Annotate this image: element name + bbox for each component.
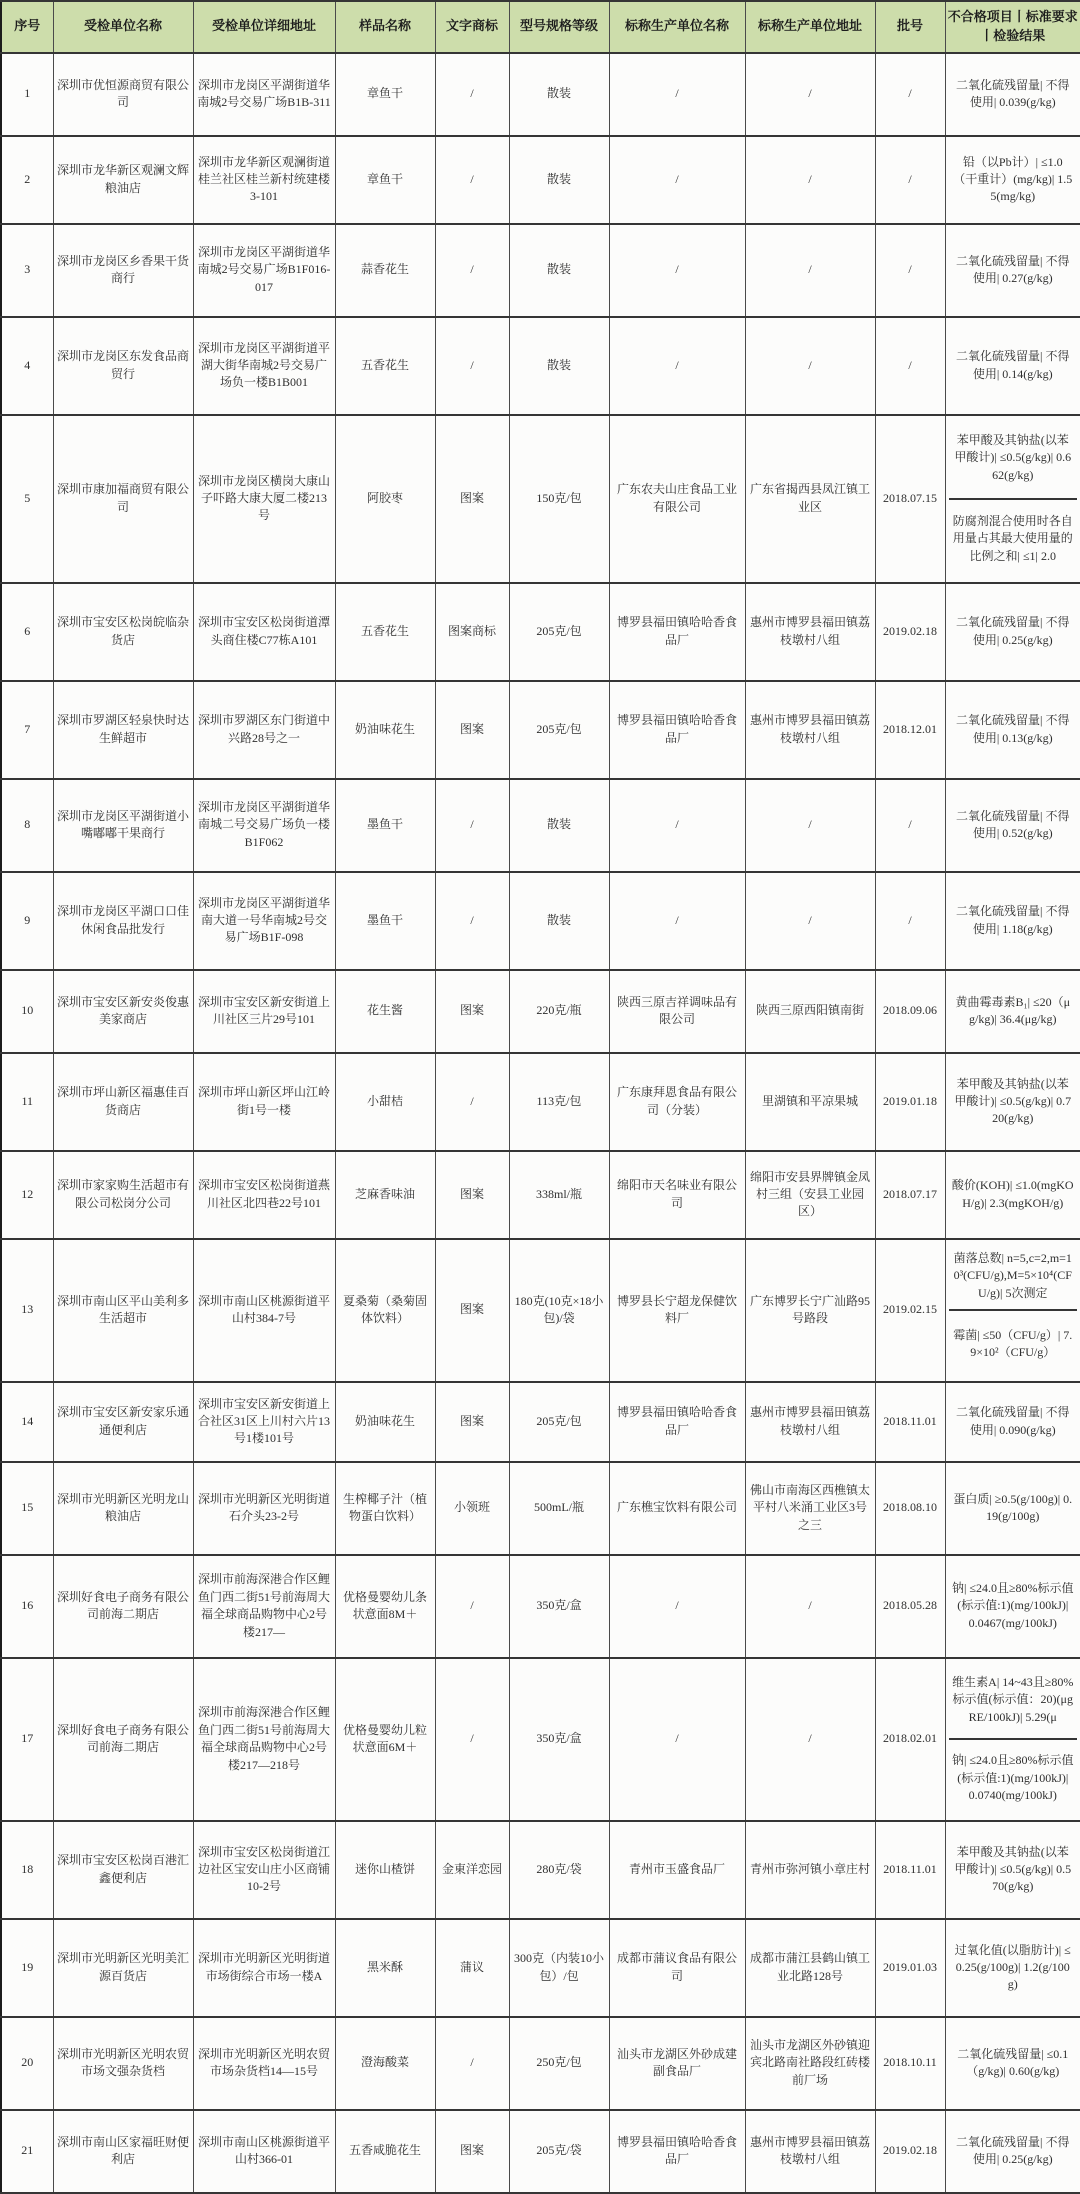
producer-name-cell: / [609,317,745,415]
unit-name-cell: 深圳市龙岗区乡香果干货商行 [53,224,193,317]
producer-address-cell: 汕头市龙湖区外砂镇迎宾北路南社路段红砖楼前厂场 [745,2017,875,2110]
sample-name-cell: 阿胶枣 [335,415,435,583]
spec-cell: 散装 [509,136,609,224]
result-cell [945,136,1080,224]
spec-cell: 205克/袋 [509,2110,609,2193]
sample-name-cell: 五香花生 [335,317,435,415]
batch-cell: 2018.09.06 [875,970,945,1053]
producer-name-cell: / [609,136,745,224]
spec-cell: 150克/包 [509,415,609,583]
result-cell [945,970,1080,1053]
table-row [1,1053,1080,1151]
trademark-cell: 蒲议 [435,1919,509,2017]
producer-address-cell: 惠州市博罗县福田镇荔枝墩村八组 [745,1382,875,1462]
table-row [1,970,1080,1053]
column-header: 标称生产单位地址 [745,1,875,53]
sample-name-cell: 奶油味花生 [335,681,435,779]
batch-cell: 2018.07.17 [875,1151,945,1239]
sample-name-cell: 小甜桔 [335,1053,435,1151]
trademark-cell: / [435,1658,509,1821]
producer-name-cell: 博罗县长宁超龙保健饮料厂 [609,1239,745,1382]
result-cell [945,53,1080,136]
serial-cell: 8 [1,779,53,872]
result-cell [945,1462,1080,1555]
producer-name-cell: 广东樵宝饮料有限公司 [609,1462,745,1555]
result-cell [945,872,1080,970]
producer-name-cell: 广东农夫山庄食品工业有限公司 [609,415,745,583]
unit-address-cell: 深圳市南山区桃源街道平山村366-01 [193,2110,335,2193]
producer-address-cell: 成都市蒲江县鹤山镇工业北路128号 [745,1919,875,2017]
producer-name-cell: / [609,1555,745,1658]
unit-name-cell: 深圳市龙岗区平湖街道小嘴嘟嘟干果商行 [53,779,193,872]
unit-address-cell: 深圳市宝安区松岗街道潭头商住楼C77栋A101 [193,583,335,681]
unit-address-cell: 深圳市宝安区新安街道上川社区三片29号101 [193,970,335,1053]
spec-cell: 113克/包 [509,1053,609,1151]
unit-name-cell: 深圳市光明新区光明龙山粮油店 [53,1462,193,1555]
batch-cell: 2019.02.15 [875,1239,945,1382]
column-header: 标称生产单位名称 [609,1,745,53]
unit-address-cell: 深圳市龙岗区平湖街道平湖大街华南城2号交易广场负一楼B1B001 [193,317,335,415]
table-row [1,872,1080,970]
table-row [1,1151,1080,1239]
trademark-cell: 图案 [435,681,509,779]
result-item: 黄曲霉毒素B₁| ≤20（μg/kg)| 36.4(μg/kg) [955,994,1071,1027]
spec-cell: 250克/包 [509,2017,609,2110]
unit-address-cell: 深圳市龙岗区平湖街道华南城2号交易广场B1B-311 [193,53,335,136]
producer-name-cell: / [609,1658,745,1821]
trademark-cell: / [435,317,509,415]
table-row [1,53,1080,136]
trademark-cell: 金東洋恋园 [435,1821,509,1919]
spec-cell: 205克/包 [509,1382,609,1462]
column-header: 样品名称 [335,1,435,53]
result-cell [945,681,1080,779]
unit-address-cell: 深圳市坪山新区坪山江岭街1号一楼 [193,1053,335,1151]
batch-cell: / [875,224,945,317]
column-header: 受检单位名称 [53,1,193,53]
trademark-cell: / [435,53,509,136]
producer-name-cell: / [609,779,745,872]
unit-name-cell: 深圳好食电子商务有限公司前海二期店 [53,1555,193,1658]
spec-cell: 散装 [509,224,609,317]
batch-cell: 2019.01.18 [875,1053,945,1151]
producer-name-cell: 绵阳市天名味业有限公司 [609,1151,745,1239]
unit-name-cell: 深圳市罗湖区轻泉快时达生鲜超市 [53,681,193,779]
result-cell [945,1919,1080,2017]
unit-address-cell: 深圳市光明新区光明街道市场街综合市场一楼A [193,1919,335,2017]
serial-cell: 10 [1,970,53,1053]
result-cell [945,1151,1080,1239]
serial-cell: 15 [1,1462,53,1555]
unit-name-cell: 深圳市宝安区松岗皖临杂货店 [53,583,193,681]
spec-cell: 205克/包 [509,583,609,681]
header-row [1,1,1080,53]
spec-cell: 散装 [509,317,609,415]
producer-name-cell: 博罗县福田镇哈哈香食品厂 [609,583,745,681]
serial-cell: 12 [1,1151,53,1239]
producer-name-cell: / [609,53,745,136]
batch-cell: 2018.11.01 [875,1382,945,1462]
serial-cell: 18 [1,1821,53,1919]
unit-address-cell: 深圳市龙岗区平湖街道华南大道一号华南城2号交易广场B1F-098 [193,872,335,970]
serial-cell: 6 [1,583,53,681]
unit-address-cell: 深圳市光明新区光明农贸市场杂货档14—15号 [193,2017,335,2110]
result-item: 钠| ≤24.0且≥80%标示值(标示值:1)(mg/100kJ)| 0.0740(mg/100kJ) [949,1738,1078,1817]
result-item: 过氧化值(以脂肪计)| ≤0.25(g/100g)| 1.2(g/100g) [954,1942,1071,1992]
result-item: 苯甲酸及其钠盐(以苯甲酸计)| ≤0.5(g/kg)| 0.662(g/kg) [954,433,1072,482]
unit-name-cell: 深圳市宝安区新安家乐通通便利店 [53,1382,193,1462]
result-item: 铅（以Pb计）| ≤1.0（干重计）(mg/kg)| 1.55(mg/kg) [953,154,1073,204]
unit-address-cell: 深圳市前海深港合作区鲤鱼门西二街51号前海周大福全球商品购物中心2号楼217—218号 [193,1658,335,1821]
table-row [1,2017,1080,2110]
spec-cell: 350克/盒 [509,1658,609,1821]
producer-address-cell: 惠州市博罗县福田镇荔枝墩村八组 [745,2110,875,2193]
result-item: 维生素A| 14~43且≥80%标示值(标示值：20)(μgRE/100kJ)| 5.29(μ [952,1674,1074,1724]
result-item: 菌落总数| n=5,c=2,m=10³(CFU/g),M=5×10⁴(CFU/g)| 5次测定 [953,1250,1072,1300]
unit-name-cell: 深圳市坪山新区福惠佳百货商店 [53,1053,193,1151]
sample-name-cell: 黑米酥 [335,1919,435,2017]
producer-address-cell: / [745,53,875,136]
serial-cell: 1 [1,53,53,136]
trademark-cell: 图案 [435,1151,509,1239]
producer-address-cell: / [745,317,875,415]
column-header: 受检单位详细地址 [193,1,335,53]
result-item: 蛋白质| ≥0.5(g/100g)| 0.19(g/100g) [953,1491,1073,1524]
serial-cell: 20 [1,2017,53,2110]
sample-name-cell: 优格曼婴幼儿粒状意面6M＋ [335,1658,435,1821]
batch-cell: 2018.08.10 [875,1462,945,1555]
result-item: 二氧化硫残留量| 不得使用| 0.13(g/kg) [956,713,1070,745]
result-cell [945,2110,1080,2193]
serial-cell: 4 [1,317,53,415]
unit-name-cell: 深圳市南山区平山美利多生活超市 [53,1239,193,1382]
unit-name-cell: 深圳市龙华新区观澜文辉粮油店 [53,136,193,224]
unit-address-cell: 深圳市宝安区松岗街道燕川社区北四巷22号101 [193,1151,335,1239]
spec-cell: 500mL/瓶 [509,1462,609,1555]
result-item: 二氧化硫残留量| 不得使用| 0.039(g/kg) [956,77,1070,110]
unit-address-cell: 深圳市光明新区光明街道石介头23-2号 [193,1462,335,1555]
trademark-cell: / [435,1555,509,1658]
batch-cell: / [875,872,945,970]
producer-address-cell: / [745,136,875,224]
unit-name-cell: 深圳市宝安区松岗百港汇鑫便利店 [53,1821,193,1919]
unit-address-cell: 深圳市前海深港合作区鲤鱼门西二街51号前海周大福全球商品购物中心2号楼217— [193,1555,335,1658]
column-header: 文字商标 [435,1,509,53]
result-cell [945,1239,1080,1382]
trademark-cell: 图案 [435,415,509,583]
producer-address-cell: / [745,779,875,872]
batch-cell: 2018.02.01 [875,1658,945,1821]
result-item: 钠| ≤24.0且≥80%标示值(标示值:1)(mg/100kJ)| 0.0467(mg/100kJ) [951,1581,1074,1630]
batch-cell: / [875,136,945,224]
table-row [1,1462,1080,1555]
producer-address-cell: 广东省揭西县凤江镇工业区 [745,415,875,583]
result-cell [945,1658,1080,1821]
unit-name-cell: 深圳市优恒源商贸有限公司 [53,53,193,136]
table-row [1,681,1080,779]
result-item: 二氧化硫残留量| 不得使用| 0.25(g/kg) [956,615,1070,647]
batch-cell: 2018.11.01 [875,1821,945,1919]
unit-name-cell: 深圳市龙岗区东发食品商贸行 [53,317,193,415]
unit-address-cell: 深圳市宝安区松岗街道江边社区宝安山庄小区商铺10-2号 [193,1821,335,1919]
spec-cell: 205克/包 [509,681,609,779]
table-row [1,317,1080,415]
trademark-cell: / [435,779,509,872]
producer-address-cell: 里湖镇和平凉果城 [745,1053,875,1151]
spec-cell: 散装 [509,779,609,872]
result-item: 二氧化硫残留量| ≤0.1（g/kg)| 0.60(g/kg) [957,2046,1069,2079]
producer-name-cell: 博罗县福田镇哈哈香食品厂 [609,681,745,779]
sample-name-cell: 芝麻香味油 [335,1151,435,1239]
result-cell [945,224,1080,317]
result-item: 苯甲酸及其钠盐(以苯甲酸计)| ≤0.5(g/kg)| 0.720(g/kg) [954,1076,1072,1126]
producer-name-cell: 博罗县福田镇哈哈香食品厂 [609,1382,745,1462]
trademark-cell: 图案 [435,1239,509,1382]
table-row [1,779,1080,872]
column-header: 序号 [1,1,53,53]
table-header [1,1,1080,53]
table-row [1,415,1080,583]
table-row [1,1382,1080,1462]
batch-cell: 2018.12.01 [875,681,945,779]
producer-address-cell: 惠州市博罗县福田镇荔枝墩村八组 [745,583,875,681]
result-cell [945,2017,1080,2110]
unit-address-cell: 深圳市宝安区新安街道上合社区31区上川村六片13号1楼101号 [193,1382,335,1462]
unit-name-cell: 深圳市南山区家福旺财便利店 [53,2110,193,2193]
unit-name-cell: 深圳好食电子商务有限公司前海二期店 [53,1658,193,1821]
producer-address-cell: 青州市弥河镇小章庄村 [745,1821,875,1919]
serial-cell: 9 [1,872,53,970]
sample-name-cell: 夏桑菊（桑菊固体饮料） [335,1239,435,1382]
sample-name-cell: 五香花生 [335,583,435,681]
producer-address-cell: 广东博罗长宁广汕路95号路段 [745,1239,875,1382]
producer-name-cell: 博罗县福田镇哈哈香食品厂 [609,2110,745,2193]
result-cell [945,583,1080,681]
serial-cell: 3 [1,224,53,317]
producer-address-cell: / [745,872,875,970]
serial-cell: 16 [1,1555,53,1658]
producer-address-cell: / [745,1555,875,1658]
sample-name-cell: 生榨椰子汁（植物蛋白饮料） [335,1462,435,1555]
batch-cell: 2018.10.11 [875,2017,945,2110]
unit-name-cell: 深圳市家家购生活超市有限公司松岗分公司 [53,1151,193,1239]
unit-address-cell: 深圳市龙岗区平湖街道华南城二号交易广场负一楼B1F062 [193,779,335,872]
serial-cell: 17 [1,1658,53,1821]
batch-cell: 2019.02.18 [875,2110,945,2193]
unit-name-cell: 深圳市光明新区光明农贸市场文强杂货档 [53,2017,193,2110]
batch-cell: 2018.05.28 [875,1555,945,1658]
producer-address-cell: 陕西三原西阳镇南街 [745,970,875,1053]
unit-address-cell: 深圳市龙岗区横岗大康山子吓路大康大厦二楼213号 [193,415,335,583]
result-item: 酸价(KOH)| ≤1.0(mgKOH/g)| 2.3(mgKOH/g) [951,1178,1074,1210]
spec-cell: 280克/袋 [509,1821,609,1919]
result-item: 二氧化硫残留量| 不得使用| 1.18(g/kg) [956,904,1070,936]
table-row [1,583,1080,681]
result-item: 二氧化硫残留量| 不得使用| 0.14(g/kg) [956,349,1070,381]
unit-name-cell: 深圳市宝安区新安炎俊惠美家商店 [53,970,193,1053]
table-row [1,1555,1080,1658]
result-item: 防腐剂混合使用时各自用量占其最大使用量的比例之和| ≤1| 2.0 [949,498,1078,579]
table-row [1,2110,1080,2193]
spec-cell: 180克(10克×18小包)/袋 [509,1239,609,1382]
table-row [1,1658,1080,1821]
serial-cell: 13 [1,1239,53,1382]
producer-address-cell: 绵阳市安县界牌镇金凤村三组（安县工业园区） [745,1151,875,1239]
batch-cell: / [875,317,945,415]
unit-address-cell: 深圳市龙华新区观澜街道桂兰社区桂兰新村统建楼3-101 [193,136,335,224]
serial-cell: 11 [1,1053,53,1151]
producer-address-cell: 惠州市博罗县福田镇荔枝墩村八组 [745,681,875,779]
spec-cell: 220克/瓶 [509,970,609,1053]
batch-cell: / [875,53,945,136]
producer-name-cell: 广东康拜恩食品有限公司（分装） [609,1053,745,1151]
column-header: 型号规格等级 [509,1,609,53]
result-item: 二氧化硫残留量| 不得使用| 0.27(g/kg) [956,253,1070,286]
sample-name-cell: 章鱼干 [335,136,435,224]
column-header: 批号 [875,1,945,53]
sample-name-cell: 澄海酸菜 [335,2017,435,2110]
result-cell [945,779,1080,872]
sample-name-cell: 章鱼干 [335,53,435,136]
result-cell [945,1821,1080,1919]
spec-cell: 350克/盒 [509,1555,609,1658]
result-item: 霉菌| ≤50（CFU/g）| 7.9×10²（CFU/g） [949,1309,1078,1378]
serial-cell: 7 [1,681,53,779]
trademark-cell: / [435,2017,509,2110]
producer-name-cell: 成都市蒲议食品有限公司 [609,1919,745,2017]
producer-name-cell: 陕西三原吉祥调味品有限公司 [609,970,745,1053]
serial-cell: 2 [1,136,53,224]
table-row [1,136,1080,224]
trademark-cell: / [435,1053,509,1151]
column-header: 不合格项目丨标准要求丨检验结果 [945,1,1080,53]
serial-cell: 21 [1,2110,53,2193]
result-cell [945,1382,1080,1462]
table-row [1,224,1080,317]
trademark-cell: 图案 [435,1382,509,1462]
producer-name-cell: 青州市玉盛食品厂 [609,1821,745,1919]
sample-name-cell: 花生酱 [335,970,435,1053]
trademark-cell: 图案商标 [435,583,509,681]
trademark-cell: / [435,136,509,224]
result-cell [945,317,1080,415]
sample-name-cell: 五香咸脆花生 [335,2110,435,2193]
table-row [1,1919,1080,2017]
sample-name-cell: 墨鱼干 [335,779,435,872]
result-cell [945,1053,1080,1151]
unit-name-cell: 深圳市康加福商贸有限公司 [53,415,193,583]
trademark-cell: / [435,224,509,317]
unit-address-cell: 深圳市罗湖区东门街道中兴路28号之一 [193,681,335,779]
trademark-cell: 图案 [435,2110,509,2193]
producer-name-cell: 汕头市龙湖区外砂成建副食品厂 [609,2017,745,2110]
unit-name-cell: 深圳市光明新区光明美汇源百货店 [53,1919,193,2017]
producer-address-cell: 佛山市南海区西樵镇太平村八米涌工业区3号之三 [745,1462,875,1555]
serial-cell: 14 [1,1382,53,1462]
spec-cell: 300克（内装10小包）/包 [509,1919,609,2017]
result-item: 二氧化硫残留量| 不得使用| 0.52(g/kg) [956,808,1070,841]
result-item: 二氧化硫残留量| 不得使用| 0.090(g/kg) [956,1405,1070,1437]
result-cell [945,1555,1080,1658]
producer-address-cell: / [745,224,875,317]
unit-name-cell: 深圳市龙岗区平湖口口佳休闲食品批发行 [53,872,193,970]
table-body [1,53,1080,2193]
spec-cell: 散装 [509,872,609,970]
batch-cell: 2018.07.15 [875,415,945,583]
result-item: 二氧化硫残留量| 不得使用| 0.25(g/kg) [956,2134,1070,2167]
table-row [1,1821,1080,1919]
trademark-cell: 图案 [435,970,509,1053]
table-row [1,1239,1080,1382]
batch-cell: 2019.01.03 [875,1919,945,2017]
sample-name-cell: 墨鱼干 [335,872,435,970]
spec-cell: 散装 [509,53,609,136]
batch-cell: / [875,779,945,872]
sample-name-cell: 迷你山楂饼 [335,1821,435,1919]
producer-name-cell: / [609,872,745,970]
batch-cell: 2019.02.18 [875,583,945,681]
serial-cell: 19 [1,1919,53,2017]
sample-name-cell: 蒜香花生 [335,224,435,317]
producer-name-cell: / [609,224,745,317]
trademark-cell: / [435,872,509,970]
result-cell [945,415,1080,583]
sample-name-cell: 优格曼婴幼儿条状意面8M＋ [335,1555,435,1658]
producer-address-cell: / [745,1658,875,1821]
unit-address-cell: 深圳市南山区桃源街道平山村384-7号 [193,1239,335,1382]
serial-cell: 5 [1,415,53,583]
trademark-cell: 小领班 [435,1462,509,1555]
spec-cell: 338ml/瓶 [509,1151,609,1239]
result-item: 苯甲酸及其钠盐(以苯甲酸计)| ≤0.5(g/kg)| 0.570(g/kg) [954,1844,1072,1894]
sample-name-cell: 奶油味花生 [335,1382,435,1462]
unit-address-cell: 深圳市龙岗区平湖街道华南城2号交易广场B1F016-017 [193,224,335,317]
